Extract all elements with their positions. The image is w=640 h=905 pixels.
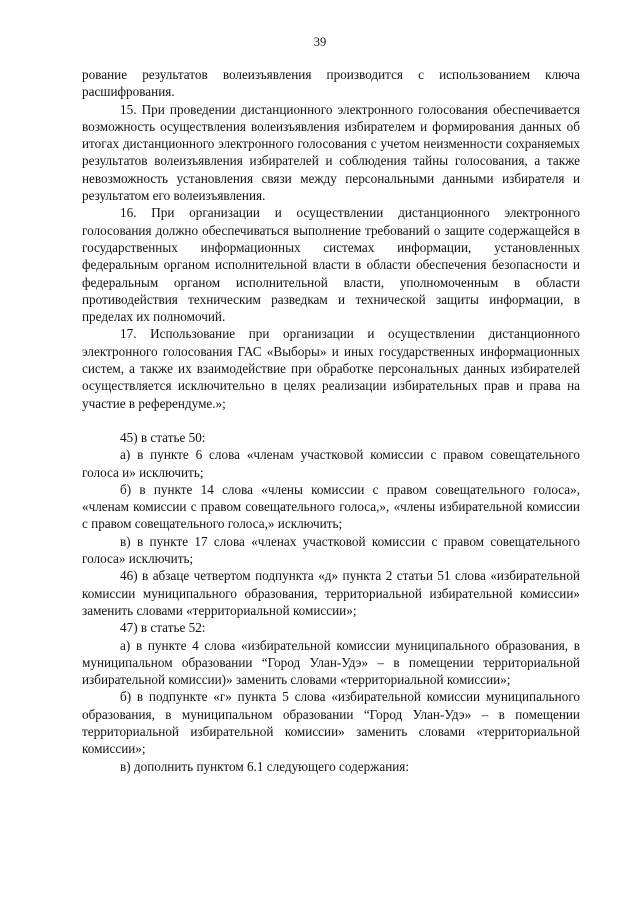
paragraph-amendment-47v: в) дополнить пунктом 6.1 следующего содержания: — [120, 758, 410, 774]
paragraph-amendment-45b: б) в пункте 14 слова «члены комиссии с правом совещательного голоса», «членам комиссии с правом совещательного голоса,», «члены избирательной комиссии с правом совещательного голоса,» исключить; — [82, 481, 580, 532]
paragraph-item-17: 17. Использование при организации и осуществлении дистанционного электронного голосования ГАС «Выборы» и иных государственных информационных систем, а также их взаимодействие при обработке персональных данных избирателей осуществляется исключительно в целях реализации избирательных прав и права на участие в референдуме.»; — [82, 326, 580, 411]
paragraph-amendment-46: 46) в абзаце четвертом подпункта «д» пункта 2 статьи 51 слова «избирательной комиссии муниципального образования, территориальной избирательной комиссии» заменить словами «территориальной комиссии»; — [82, 568, 580, 618]
paragraph-continuation: рование результатов волеизъявления производится с использованием ключа расшифрования. — [82, 67, 580, 100]
paragraph-amendment-47b: б) в подпункте «г» пункта 5 слова «избирательной комиссии муниципального образования, в муниципальном образовании “Город Улан-Удэ» – в помещении территориальной избирательной комиссии» заменить словами «территориальной комиссии»; — [82, 689, 580, 757]
document-body — [82, 66, 580, 775]
page-number: 39 — [313, 35, 327, 49]
paragraph-item-16: 16. При организации и осуществлении дистанционного электронного голосования должно обеспечиваться выполнение требований о защите содержащейся в государственных информационных системах информации, установленных федеральным органом исполнительной власти в области обеспечения безопасности и федеральным органом исполнительной власти, уполномоченным в области противодействия техническим разведкам и технической защиты информации, в пределах их полномочий. — [82, 205, 580, 325]
paragraph-amendment-45: 45) в статье 50: — [120, 429, 206, 445]
paragraph-spacer — [82, 412, 580, 429]
paragraph-amendment-45a: а) в пункте 6 слова «членам участковой комиссии с правом совещательного голоса и» исключить; — [82, 447, 580, 480]
paragraph-amendment-45v: в) в пункте 17 слова «членах участковой комиссии с правом совещательного голоса» исключить; — [82, 533, 580, 567]
paragraph-amendment-47: 47) в статье 52: — [120, 620, 206, 636]
paragraph-item-15: 15. При проведении дистанционного электронного голосования обеспечивается возможность осуществления волеизъявления избирателем и формирования данных об итогах дистанционного электронного голосования с учетом неизменности сохраняемых результатов волеизъявления избирателей и соблюдения тайны голосования, а также невозможность установления связи между персональными данными избирателя и результатом его волеизъявления. — [82, 101, 580, 204]
paragraph-amendment-47a: а) в пункте 4 слова «избирательной комиссии муниципального образования, в муниципальном образовании “Город Улан-Удэ» – в помещении территориальной избирательной комиссии)» заменить словами «территориальной комиссии»; — [82, 637, 580, 688]
